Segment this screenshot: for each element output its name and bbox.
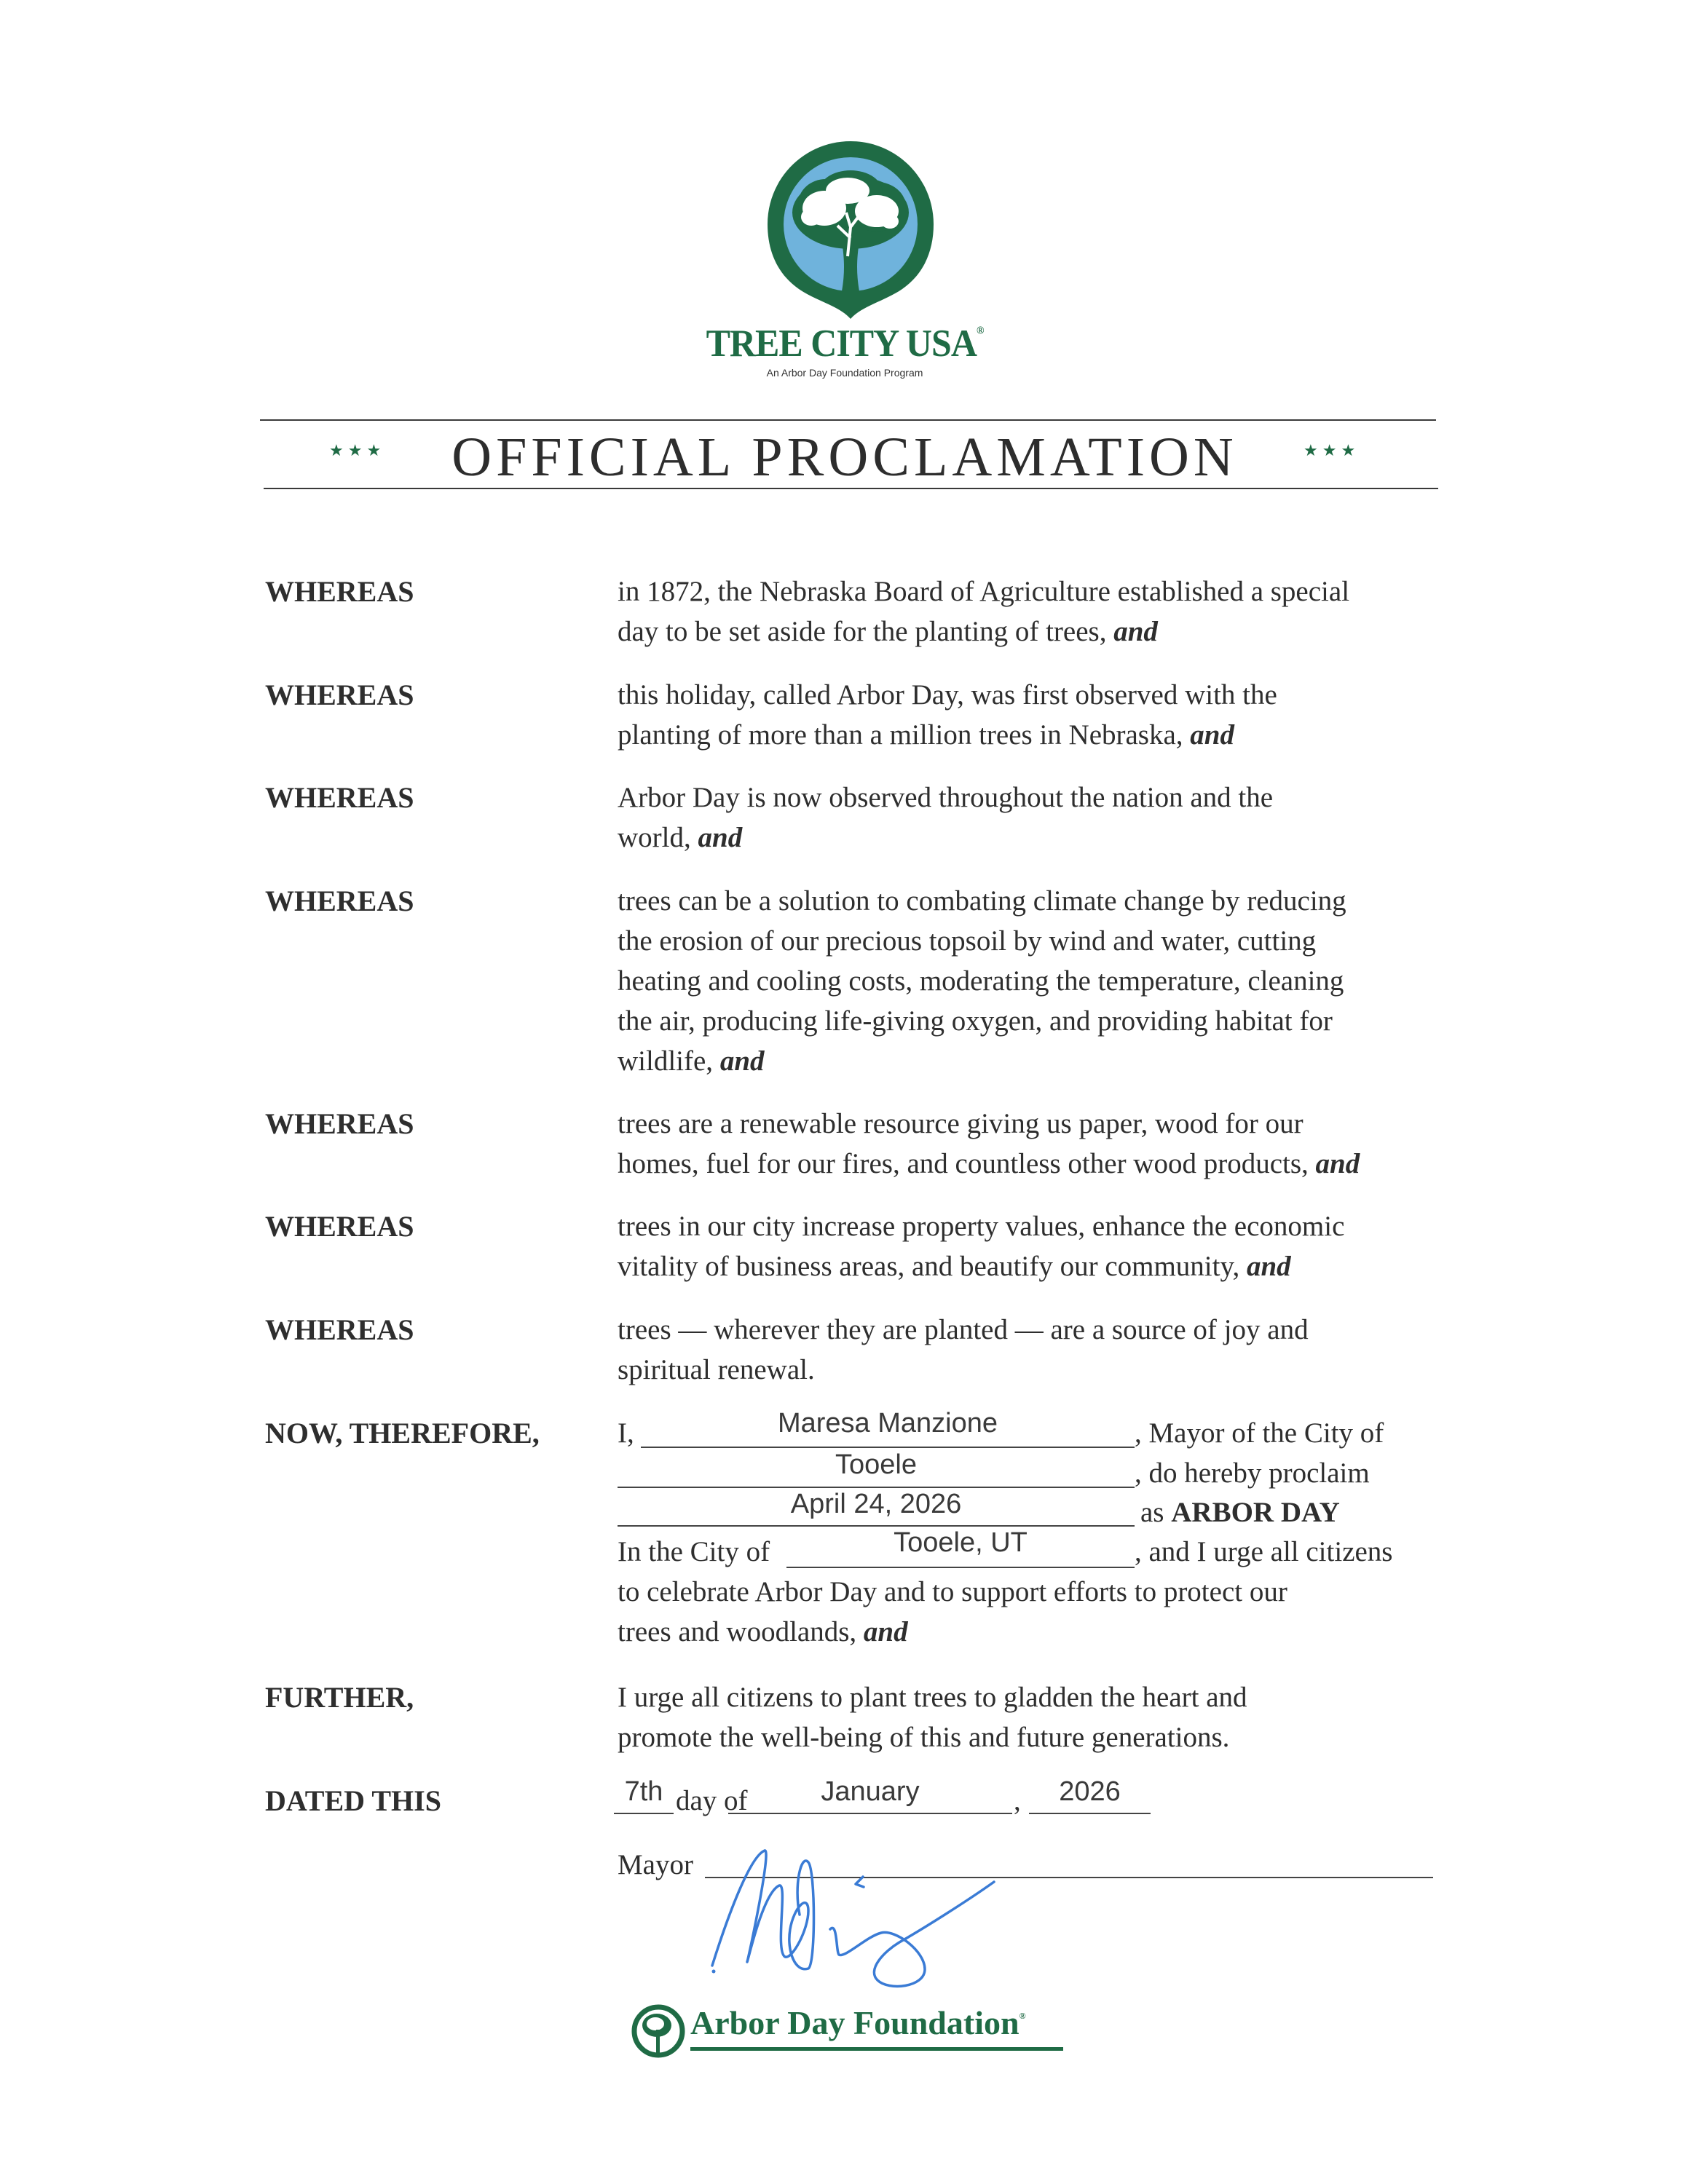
clause-label: WHEREAS: [265, 1210, 414, 1243]
mayor-name-field[interactable]: Maresa Manzione: [777, 1408, 998, 1439]
arbor-day-foundation-logo: [631, 2002, 686, 2060]
as-arbor-day-text: as ARBOR DAY: [1140, 1497, 1340, 1528]
clause-text: Arbor Day is now observed throughout the nation and the world, and: [618, 782, 1274, 853]
month-underline: [728, 1813, 1012, 1814]
in-city-prefix: In the City of: [618, 1536, 770, 1567]
stars-left-icon: ★★★: [329, 441, 386, 459]
signature-icon: [706, 1842, 1085, 1995]
after-in-city-text: , and I urge all citizens: [1135, 1536, 1393, 1567]
dated-this-label: DATED THIS: [265, 1784, 441, 1817]
page-title: OFFICIAL PROCLAMATION: [451, 427, 1238, 488]
clause-text: to celebrate Arbor Day and to support efforts to protect our trees and woodlands, and: [618, 1576, 1287, 1647]
year-underline: [1029, 1813, 1151, 1814]
arbor-day-foundation-wordmark: Arbor Day Foundation®: [690, 2004, 1026, 2041]
clause-text: trees — wherever they are planted — are a source of joy and spiritual renewal.: [618, 1314, 1309, 1385]
after-city-text: , do hereby proclaim: [1135, 1457, 1370, 1489]
clause-text: trees can be a solution to combating climate change by reducing the erosion of our precious topsoil by wind and water, cutting heating and cooling costs, moderating the temperature, cleaning the air, producing life-giving oxygen, and providing habitat for wildlife, and: [618, 885, 1346, 1077]
mayor-signature: [706, 1842, 1085, 1995]
further-text: I urge all citizens to plant trees to gladden the heart and promote the well-being of this and future generations.: [618, 1682, 1247, 1753]
day-of-text: day of: [676, 1785, 748, 1816]
month-field[interactable]: January: [821, 1776, 920, 1807]
logo-subtitle: An Arbor Day Foundation Program: [766, 367, 923, 379]
in-city-field[interactable]: Tooele, UT: [894, 1527, 1028, 1558]
in-city-underline: [786, 1567, 1135, 1568]
clause-text: in 1872, the Nebraska Board of Agriculture established a special day to be set aside for the planting of trees, and: [618, 576, 1350, 647]
tree-city-usa-wordmark: TREE CITY USA®: [706, 321, 984, 365]
clause-text: this holiday, called Arbor Day, was first observed with the planting of more than a million trees in Nebraska, and: [618, 679, 1277, 751]
clause-label: WHEREAS: [265, 1313, 414, 1346]
clause-label: WHEREAS: [265, 575, 414, 608]
title-top-rule: [260, 419, 1436, 421]
i-prefix: I,: [618, 1417, 634, 1449]
tree-city-usa-logo: [766, 140, 935, 322]
clause-text: trees in our city increase property values, enhance the economic vitality of business areas, and beautify our community, and: [618, 1211, 1345, 1282]
now-therefore-label: NOW, THEREFORE,: [265, 1417, 540, 1449]
wordmark-underline: [690, 2047, 1063, 2051]
tree-emblem-icon: [766, 140, 935, 322]
day-field[interactable]: 7th: [624, 1776, 663, 1807]
title-bottom-rule: [264, 488, 1438, 489]
clause-label: WHEREAS: [265, 885, 414, 917]
clause-label: WHEREAS: [265, 1107, 414, 1140]
tree-circle-icon: [631, 2002, 686, 2060]
mayor-label: Mayor: [618, 1849, 693, 1880]
after-name-text: , Mayor of the City of: [1135, 1417, 1384, 1449]
clause-label: WHEREAS: [265, 678, 414, 711]
clause-label: WHEREAS: [265, 781, 414, 814]
year-field[interactable]: 2026: [1059, 1776, 1121, 1807]
date-comma: ,: [1014, 1785, 1021, 1816]
day-underline: [614, 1813, 674, 1814]
arbor-day-date-field[interactable]: April 24, 2026: [790, 1489, 962, 1519]
city-field[interactable]: Tooele: [835, 1449, 917, 1480]
further-label: FURTHER,: [265, 1681, 414, 1714]
clause-text: trees are a renewable resource giving us paper, wood for our homes, fuel for our fires, and countless other wood products, and: [618, 1108, 1360, 1179]
stars-right-icon: ★★★: [1304, 441, 1360, 459]
